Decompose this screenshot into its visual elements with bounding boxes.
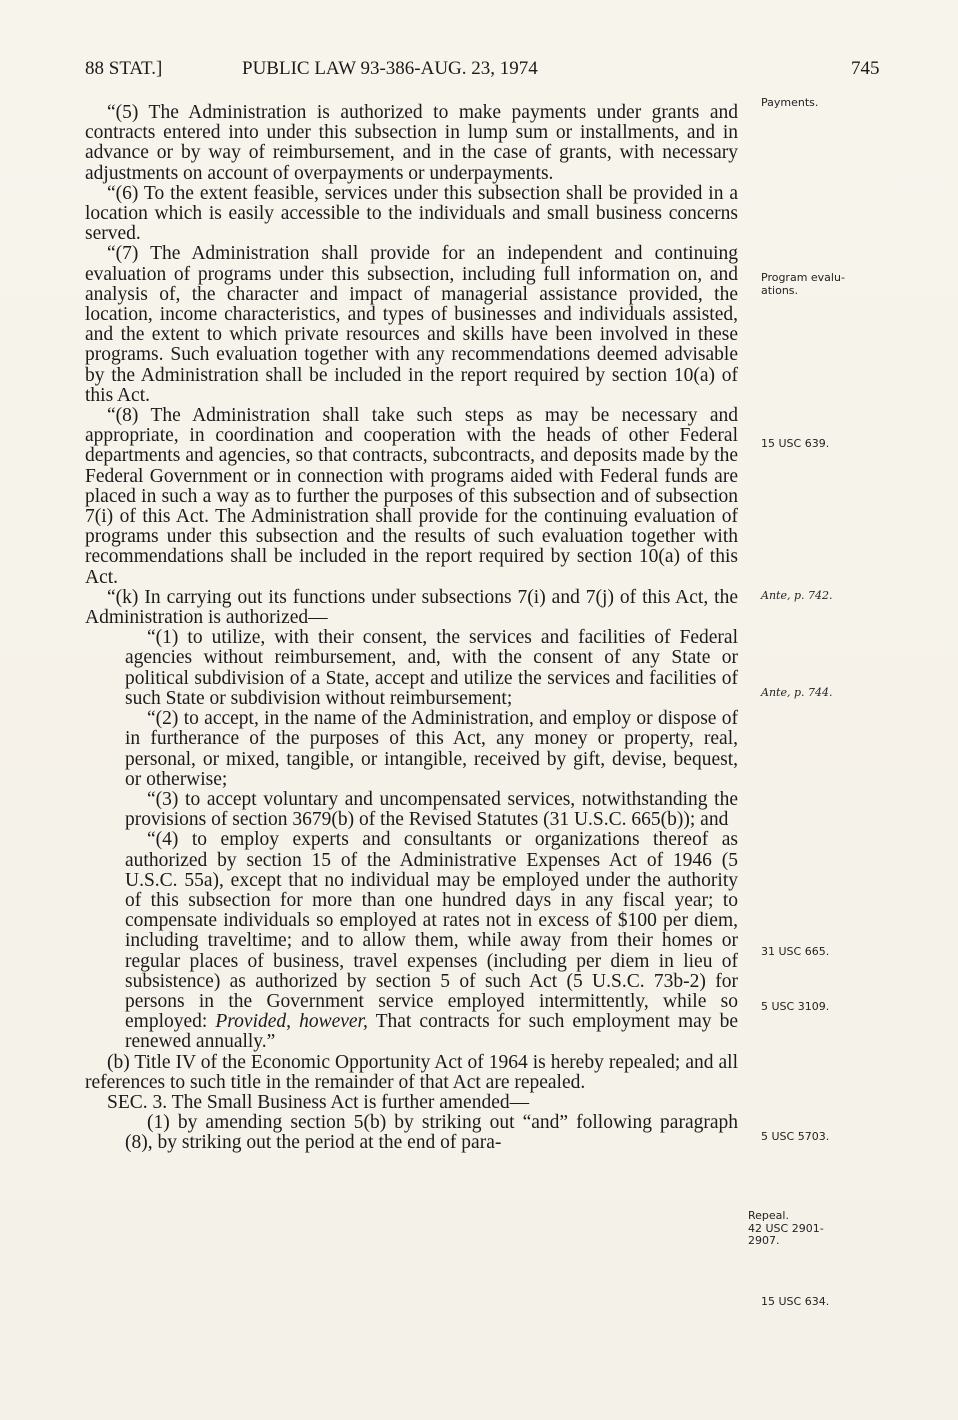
margin-note-ante-744: Ante, p. 744. (761, 686, 833, 699)
section-3-text: The Small Business Act is further amended— (171, 1091, 530, 1113)
item-4-tail: That contracts for such employment may be renewed annually.” (125, 1011, 738, 1053)
section-label: SEC. 3. (107, 1091, 168, 1113)
paragraph-8: “(8) The Administration shall take such steps as may be necessary and appropriate, in coordination and cooperation with the heads of other Federal departments and agencies, so that contracts, subcontracts, and deposits made by the Federal Government or in connection with programs aided with Federal funds are placed in such a way as to further the purposes of this subsection and of subsection 7(i) of this Act. The Administration shall provide for the continuing evaluation of programs under this subsection and the results of such evaluation together with recommendations shall be included in the report required by section 10(a) of this Act. (85, 405, 738, 588)
subsection-k: “(k) In carrying out its functions under subsections 7(i) and 7(j) of this Act, the Administration is authorized— (85, 586, 738, 629)
margin-note-15-usc-639: 15 USC 639. (761, 437, 830, 450)
paragraph-7: “(7) The Administration shall provide for an independent and continuing evaluation of programs under this subsection, including full information on, and analysis of, the character and impact of managerial assistance provided, the location, income characteristics, and types of businesses and individuals assisted, and the extent to which private resources and skills have been involved in these programs. Such evaluation together with any recommendations deemed advisable by the Administration shall be included in the report required by section 10(a) of this Act. (85, 243, 738, 406)
amendment-1: (1) by amending section 5(b) by striking out “and” following paragraph (8), by striking out the period at the end of para- (125, 1112, 738, 1154)
margin-note-5-usc-5703: 5 USC 5703. (761, 1130, 830, 1143)
margin-note-repeal: Repeal. 42 USC 2901- 2907. (748, 1209, 824, 1247)
section-3 (85, 1093, 738, 1113)
margin-note-payments: Payments. (761, 96, 819, 109)
margin-note-5-usc-3109: 5 USC 3109. (761, 1000, 830, 1013)
margin-note-31-usc-665: 31 USC 665. (761, 945, 830, 958)
page-number: 745 (851, 58, 880, 79)
body-text (85, 103, 738, 1154)
paragraph-5: “(5) The Administration is authorized to make payments under grants and contracts entered into under this subsection in lump sum or installments, and in advance or by way of reimbursement, and in the case of grants, with necessary adjustments on account of overpayments or underpayments. (85, 102, 738, 184)
item-4-text: “(4) to employ experts and consultants or organizations thereof as authorized by section 15 of the Administrative Expenses Act of 1946 (5 U.S.C. 55a), except that no individual may be employed under the authority of this subsection for more than one hundred days in any fiscal year; to compensate individuals so employed at rates not in excess of $100 per diem, including traveltime; and to allow them, while away from their homes or regular places of business, travel expenses (including per diem in lieu of subsistence) as authorized by section 5 of such Act (5 U.S.C. 73b-2) for persons in the Government service employed intermittently, while so employed: (125, 829, 738, 1033)
item-3: “(3) to accept voluntary and uncompensated services, notwithstanding the provisions of section 3679(b) of the Revised Statutes (31 U.S.C. 665(b)); and (125, 788, 738, 831)
item-1: “(1) to utilize, with their consent, the services and facilities of Federal agencies without reimbursement, and, with the consent of any State or political subdivision of a State, accept and utilize the services and facilities of such State or subdivision without reimbursement; (125, 627, 738, 709)
margin-note-15-usc-634: 15 USC 634. (761, 1295, 830, 1308)
subsection-b: (b) Title IV of the Economic Opportunity Act of 1964 is hereby repealed; and all references to such title in the remainder of that Act are repealed. (85, 1051, 738, 1093)
item-4-proviso: Provided, however, (215, 1011, 368, 1033)
margin-note-ante-742: Ante, p. 742. (761, 589, 833, 602)
item-2: “(2) to accept, in the name of the Administration, and employ or dispose of in furtherance of the purposes of this Act, any money or property, real, personal, or mixed, tangible, or intangible, received by gift, devise, bequest, or otherwise; (125, 708, 738, 790)
statute-reference: 88 STAT.] (85, 58, 163, 79)
margin-note-program-evaluations: Program evalu- ations. (761, 271, 845, 297)
item-4 (125, 830, 738, 1052)
page-title: PUBLIC LAW 93-386-AUG. 23, 1974 (242, 58, 538, 79)
paragraph-6: “(6) To the extent feasible, services under this subsection shall be provided in a location which is easily accessible to the individuals and small business concerns served. (85, 182, 738, 245)
